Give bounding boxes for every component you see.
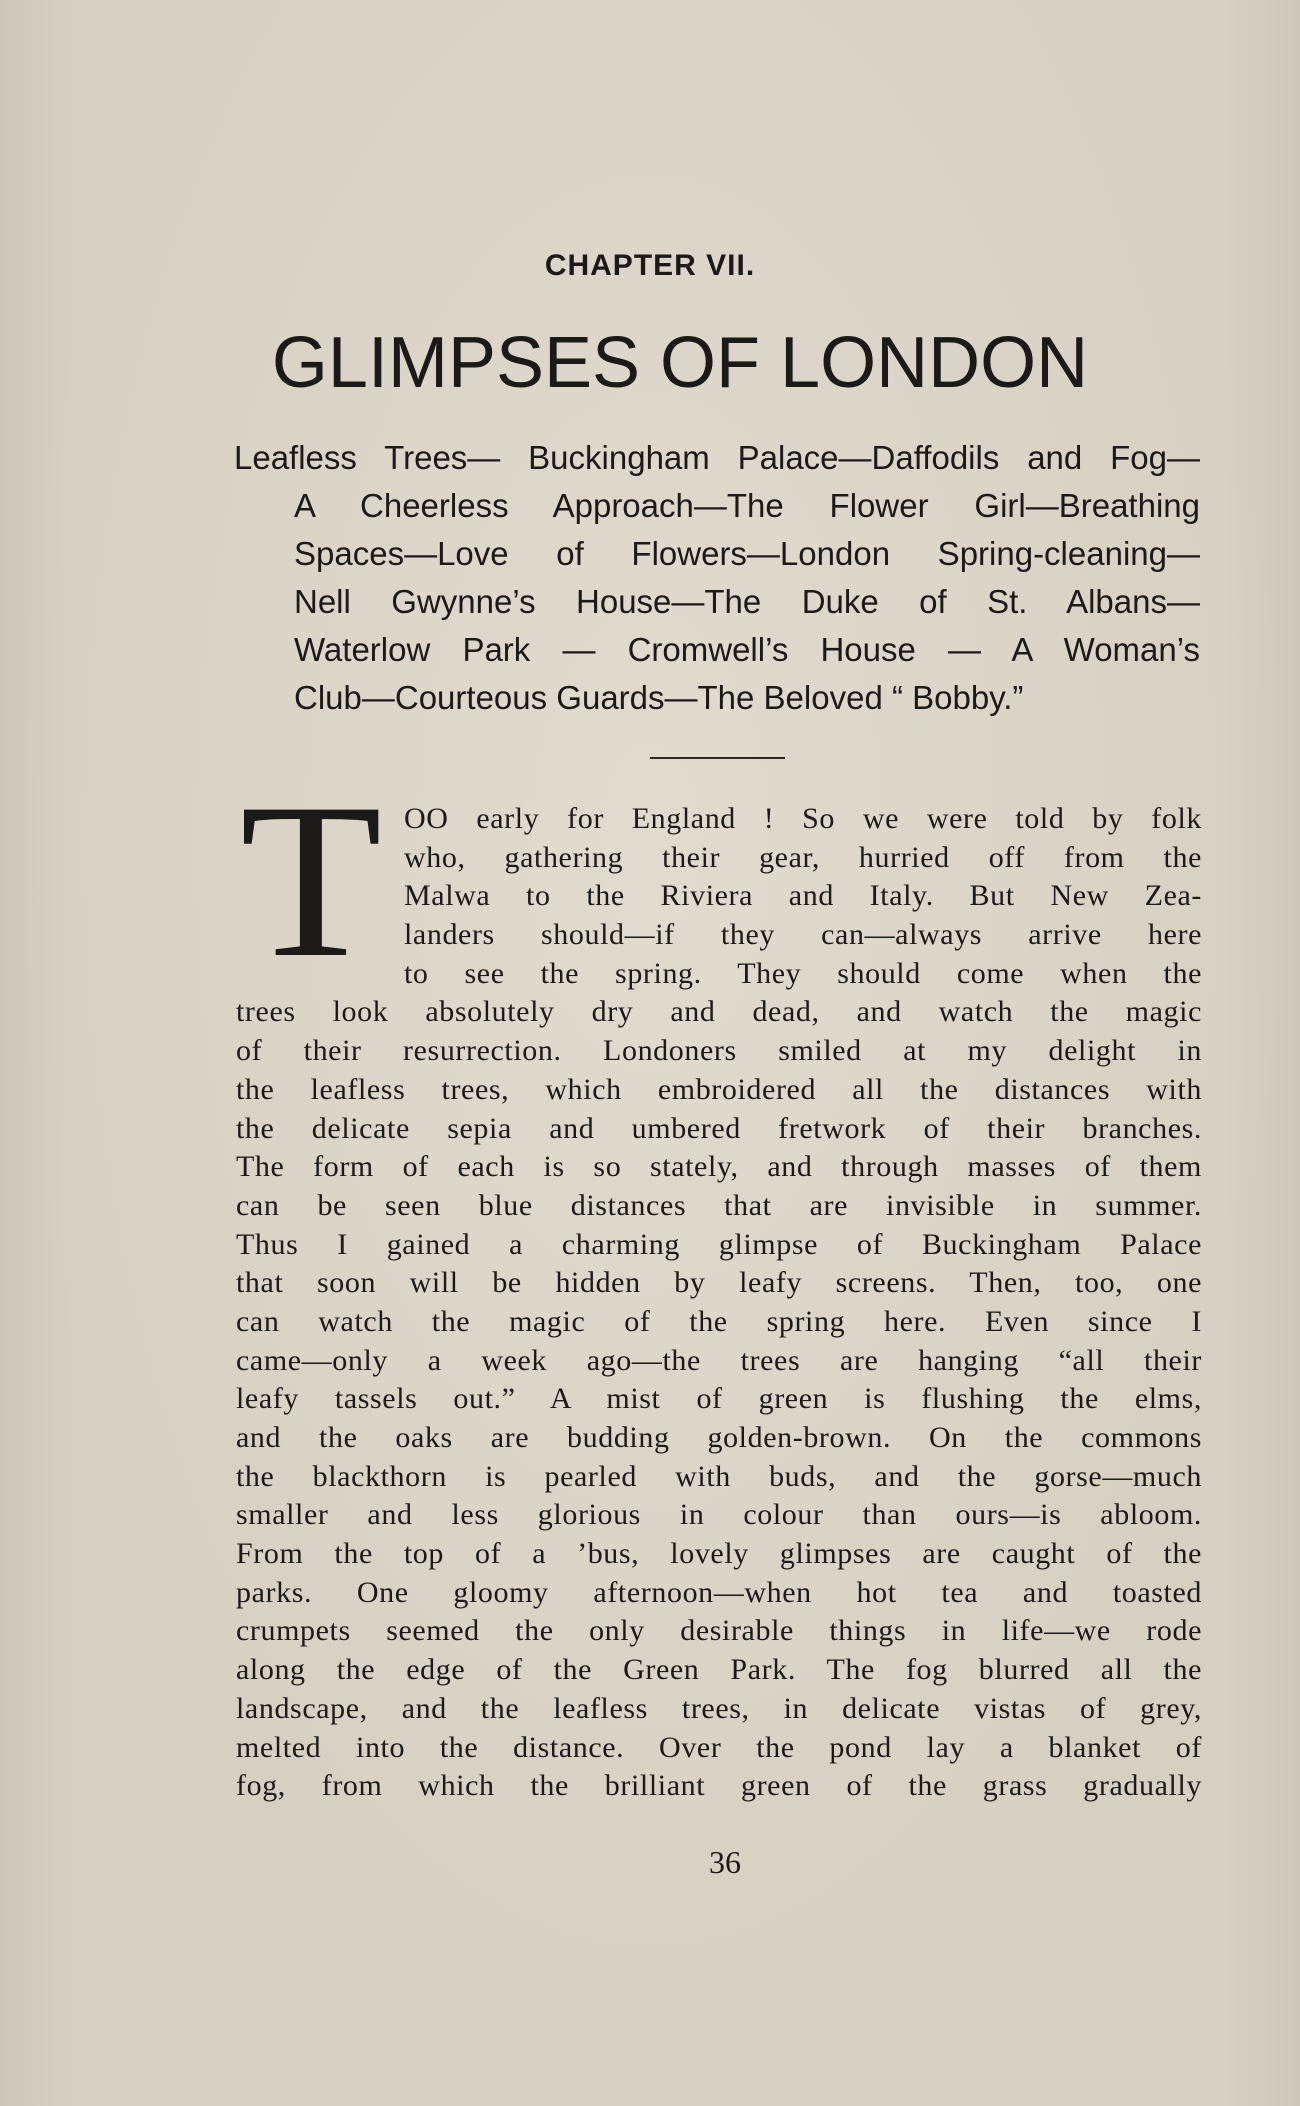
body-line: Thus I gained a charming glimpse of Buckingham Palace — [236, 1227, 1202, 1261]
body-line: From the top of a ’bus, lovely glimpses are caught of the — [236, 1537, 1202, 1571]
chapter-label: CHAPTER VII. — [544, 249, 756, 282]
drop-cap: T — [239, 800, 383, 958]
page-number: 36 — [709, 1844, 741, 1880]
synopsis-line: Waterlow Park — Cromwell’s House — A Woman’s — [294, 631, 1200, 668]
body-line: landers should—if they can—always arrive here — [404, 918, 1202, 952]
body-line: the blackthorn is pearled with buds, and the gorse—much — [236, 1459, 1202, 1493]
body-line: who, gathering their gear, hurried off from the — [404, 840, 1202, 874]
synopsis-line: A Cheerless Approach—The Flower Girl—Breathing — [294, 487, 1200, 524]
body-line: can be seen blue distances that are invisible in summer. — [236, 1188, 1202, 1222]
body-line: smaller and less glorious in colour than ours—is abloom. — [236, 1498, 1202, 1532]
body-line: can watch the magic of the spring here. Even since I — [236, 1304, 1202, 1338]
body-line: and the oaks are budding golden-brown. On the commons — [236, 1421, 1202, 1454]
body-line: OO early for England ! So we were told by folk — [404, 802, 1202, 835]
body-line: the delicate sepia and umbered fretwork of their branches. — [236, 1111, 1202, 1145]
body-line: parks. One gloomy afternoon—when hot tea and toasted — [236, 1575, 1202, 1609]
chapter-title: GLIMPSES OF LONDON — [271, 323, 1089, 403]
body-line: of their resurrection. Londoners smiled at my delight in — [236, 1034, 1202, 1068]
body-line: Malwa to the Riviera and Italy. But New Zea- — [404, 879, 1202, 913]
body-line: leafy tassels out.” A mist of green is flushing the elms, — [236, 1382, 1202, 1416]
body-line: along the edge of the Green Park. The fog blurred all the — [236, 1653, 1202, 1687]
body-line: the leafless trees, which embroidered all the distances with — [236, 1072, 1202, 1106]
body-line: fog, from which the brilliant green of the grass gradually — [236, 1769, 1202, 1803]
body-line: trees look absolutely dry and dead, and watch the magic — [236, 995, 1202, 1029]
body-line: melted into the distance. Over the pond lay a blanket of — [236, 1730, 1202, 1764]
synopsis-line: Spaces—Love of Flowers—London Spring-cleaning— — [294, 535, 1200, 572]
body-line: came—only a week ago—the trees are hanging “all their — [236, 1343, 1202, 1377]
synopsis-line: Club—Courteous Guards—The Beloved “ Bobby.” — [294, 679, 1024, 716]
body-text — [236, 800, 1202, 1806]
body-line: to see the spring. They should come when the — [404, 956, 1202, 990]
body-line: landscape, and the leafless trees, in delicate vistas of grey, — [236, 1691, 1202, 1725]
body-line: that soon will be hidden by leafy screens. Then, too, one — [236, 1266, 1202, 1300]
synopsis-line: Leafless Trees— Buckingham Palace—Daffodils and Fog— — [234, 439, 1200, 476]
section-divider — [650, 757, 785, 759]
chapter-synopsis — [234, 434, 1200, 722]
body-line: crumpets seemed the only desirable things in life—we rode — [236, 1614, 1202, 1648]
synopsis-line: Nell Gwynne’s House—The Duke of St. Albans— — [294, 583, 1200, 620]
body-line: The form of each is so stately, and through masses of them — [236, 1150, 1202, 1184]
